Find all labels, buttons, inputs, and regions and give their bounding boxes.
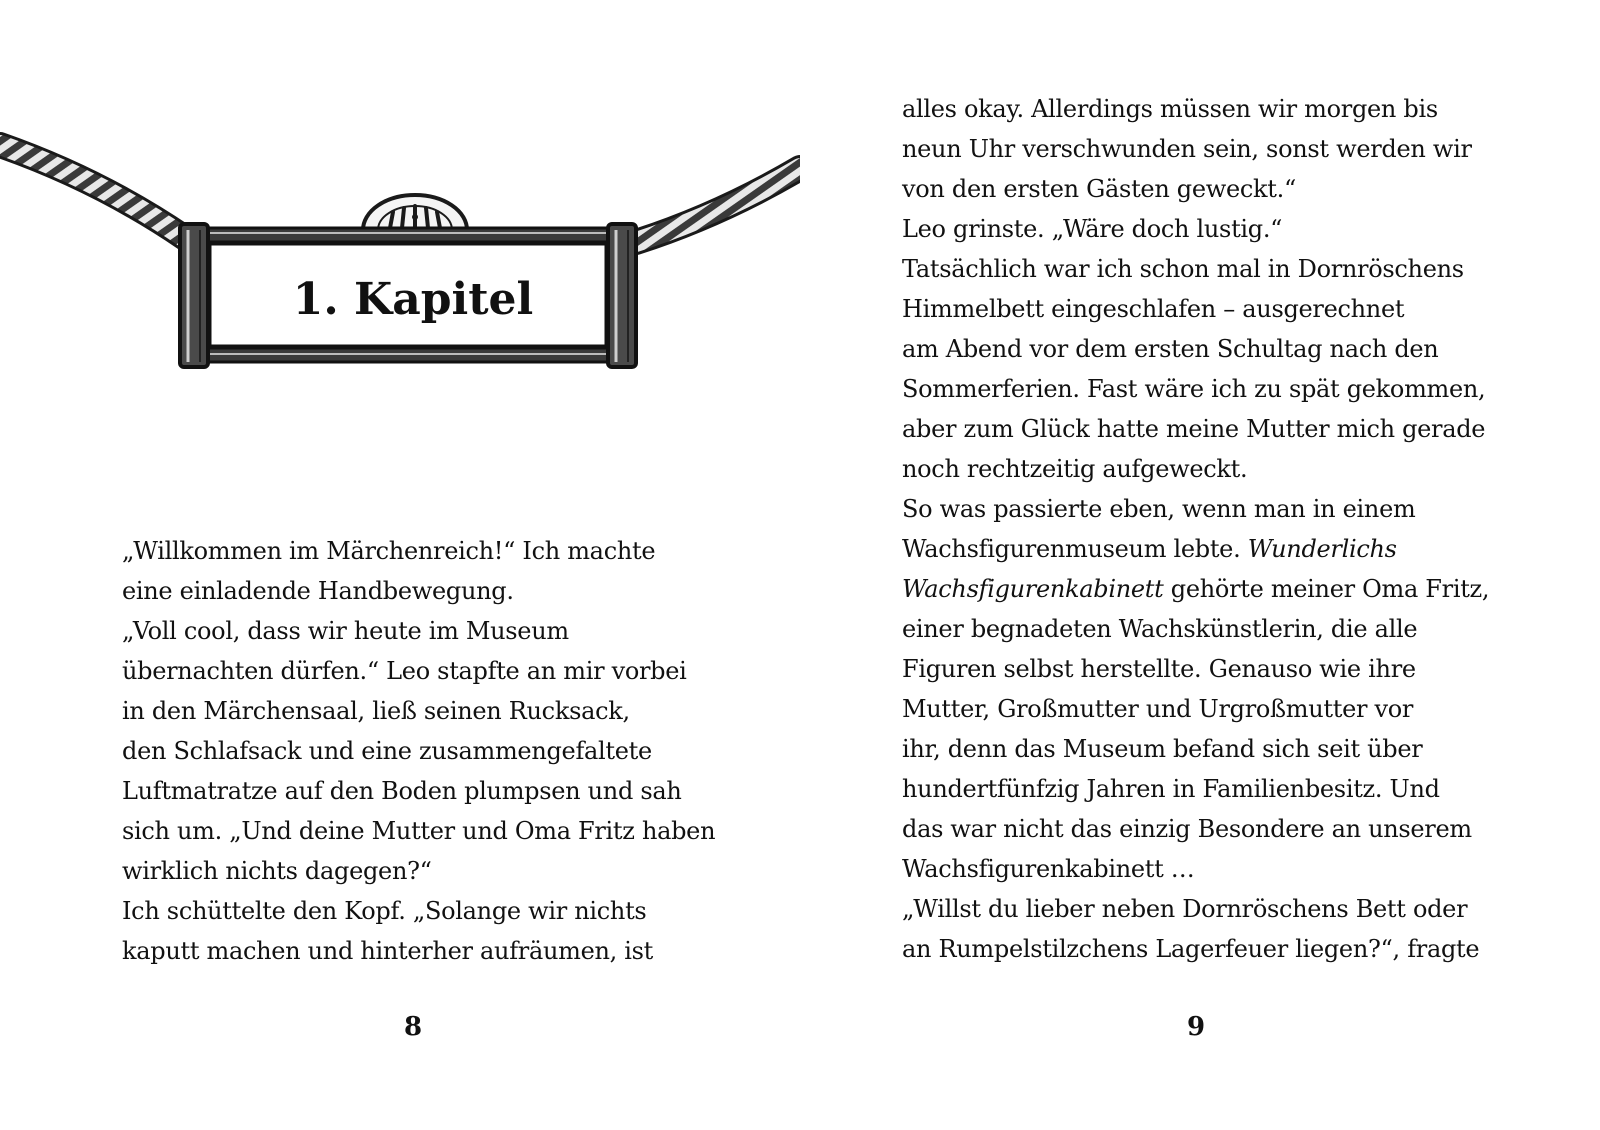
text-line: eine einladende Handbewegung.	[122, 577, 514, 605]
text-line: am Abend vor dem ersten Schultag nach den	[902, 335, 1439, 363]
text-line: ihr, denn das Museum befand sich seit über	[902, 735, 1423, 763]
text-line: in den Märchensaal, ließ seinen Rucksack,	[122, 697, 630, 725]
text-line: Wachsfigurenkabinett …	[902, 855, 1195, 883]
chapter-sign-illustration	[0, 120, 800, 400]
sign-ornament	[363, 195, 467, 230]
text-line: Sommerferien. Fast wäre ich zu spät gekommen,	[902, 375, 1486, 403]
text-line-with-italic	[902, 569, 1522, 609]
text-segment: gehörte meiner Oma Fritz,	[1163, 575, 1490, 603]
italic-title-segment: Wachsfigurenkabinett	[902, 575, 1164, 603]
text-line: kaputt machen und hinterher aufräumen, ist	[122, 937, 654, 965]
page-number-left: 8	[403, 1012, 423, 1042]
chapter-title: 1. Kapitel	[292, 274, 534, 325]
text-line: hundertfünfzig Jahren in Familienbesitz. Und	[902, 775, 1440, 803]
text-line: „Willst du lieber neben Dornröschens Bett oder	[902, 895, 1468, 923]
text-segment: Wachsfigurenmuseum lebte.	[902, 535, 1248, 563]
text-line: noch rechtzeitig aufgeweckt.	[902, 455, 1248, 483]
text-line: Luftmatratze auf den Boden plumpsen und sah	[122, 777, 682, 805]
page-number-right: 9	[1186, 1012, 1206, 1042]
text-line: Tatsächlich war ich schon mal in Dornröschens	[902, 255, 1464, 283]
right-page-text	[902, 89, 1522, 969]
text-line: das war nicht das einzig Besondere an unserem	[902, 815, 1472, 843]
text-line: Figuren selbst herstellte. Genauso wie ihre	[902, 655, 1416, 683]
text-line: „Willkommen im Märchenreich!“ Ich machte	[122, 537, 656, 565]
text-line: Ich schüttelte den Kopf. „Solange wir nichts	[122, 897, 647, 925]
text-line: übernachten dürfen.“ Leo stapfte an mir vorbei	[122, 657, 687, 685]
text-line: Leo grinste. „Wäre doch lustig.“	[902, 215, 1283, 243]
text-line: „Voll cool, dass wir heute im Museum	[122, 617, 569, 645]
text-line: an Rumpelstilzchens Lagerfeuer liegen?“, fragte	[902, 935, 1480, 963]
text-line: von den ersten Gästen geweckt.“	[902, 175, 1296, 203]
text-line: einer begnadeten Wachskünstlerin, die alle	[902, 615, 1418, 643]
text-line: So was passierte eben, wenn man in einem	[902, 495, 1416, 523]
text-line: Mutter, Großmutter und Urgroßmutter vor	[902, 695, 1414, 723]
text-line: Himmelbett eingeschlafen – ausgerechnet	[902, 295, 1405, 323]
text-line: aber zum Glück hatte meine Mutter mich gerade	[902, 415, 1486, 443]
right-page	[800, 0, 1600, 1130]
text-line: alles okay. Allerdings müssen wir morgen bis	[902, 95, 1438, 123]
text-line: sich um. „Und deine Mutter und Oma Fritz haben	[122, 817, 716, 845]
text-line: wirklich nichts dagegen?“	[122, 857, 432, 885]
italic-title-segment: Wunderlichs	[1247, 535, 1397, 563]
text-line: den Schlafsack und eine zusammengefaltete	[122, 737, 652, 765]
left-page-text	[122, 531, 742, 971]
text-line-with-italic	[902, 529, 1522, 569]
text-line: neun Uhr verschwunden sein, sonst werden wir	[902, 135, 1472, 163]
